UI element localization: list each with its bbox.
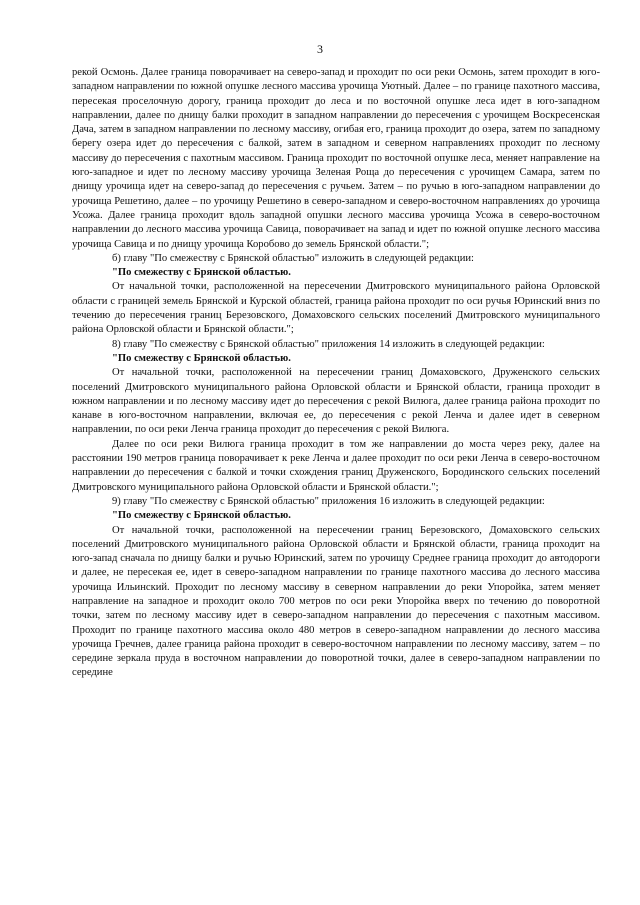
- paragraph-boundary: От начальной точки, расположенной на пересечении Дмитровского муниципального района Орловской области с границей земель Брянской и Курской областей, граница района проходит по оси ручья Юринский вниз по течению до пересечения границ Березовского, Домаховского сельских поселений Дмитровского муниципального района Орловской области и Брянской области.";: [72, 281, 600, 336]
- paragraph-amendment-9: 9) главу "По смежеству с Брянской областью" приложения 16 изложить в следующей редакции:: [112, 495, 545, 507]
- paragraph-amendment-b: б) главу "По смежеству с Брянской областью" изложить в следующей редакции:: [112, 252, 474, 264]
- paragraph-boundary: Далее по оси реки Вилюга граница проходит в том же направлении до моста через реку, далее на расстоянии 190 метров граница поворачивает к реке Ленча и далее проходит по оси реки Ленча в северо-восточном направлении до пересечения с балкой и точки схождения границ Друженского, Бородинского сельских поселений Дмитровского муниципального района Орловской области и Брянской области.";: [72, 438, 600, 493]
- section-heading: "По смежеству с Брянской областью.: [112, 510, 291, 522]
- paragraph-amendment-8: 8) главу "По смежеству с Брянской областью" приложения 14 изложить в следующей редакции:: [112, 338, 545, 350]
- page-number: 3: [317, 42, 323, 56]
- document-body: [72, 66, 600, 681]
- paragraph-continuation: рекой Осмонь. Далее граница поворачивает на северо-запад и проходит по оси реки Осмонь, затем проходит в юго-западном направлении по южной опушке лесного массива урочища Уютный. Далее – по границе пахотного массива, пересекая проселочную дорогу, граница проходит до леса и по восточной опушке леса идет в юго-западном направлении, далее по днищу балки проходит в западном направлении до пересечения с урочищем Воскресенская Дача, затем в западном направлении по лесному массиву, огибая его, граница проходит до озера, затем по западному берегу озера идет до пересечения с балкой, затем в западном и северном направлениях проходит по лесному массиву до пересечения с пахотным массивом. Граница проходит по восточной опушке леса, меняет направление на юго-западное и идет по лесному массиву урочища Зеленая Роща до пересечения с урочищем Самара, затем по днищу урочища идет на северо-запад до пересечения с ручьем. Затем – по ручью в юго-западном направлении до урочища Решетино, далее – по урочищу Решетино в северо-западном и северо-восточном направлениях до урочища Усожа. Далее граница проходит вдоль западной опушки лесного массива урочища Усожа в северо-восточном направлении до лесного массива урочища Савица, поворачивает на запад и идет по южной опушке лесного массива урочища Савица и по днищу урочища Коробово до земель Брянской области.";: [72, 67, 600, 250]
- paragraph-boundary: От начальной точки, расположенной на пересечении границ Березовского, Домаховского сельских поселений Дмитровского муниципального района Орловской области и Брянской области, граница проходит на юго-запад сначала по днищу балки и ручью Юринский, затем по урочищу Среднее граница проходит до автодороги и далее, не пересекая ее, идет в северо-западном направлении по границе пахотного массива до лесного массива урочища Ильинский. Проходит по лесному массиву в северном направлении до реки Упоройка, затем меняет направление на западное и проходит около 700 метров по оси реки Упоройка вверх по течению до поворотной точки, затем по лесному массиву идет в северо-западном направлении до пересечения с пахотным массивом. Проходит по границе пахотного массива около 480 метров в северо-западном направлении до лесного массива урочища Гречнев, далее граница района проходит в северо-восточном направлении по лесному массиву, затем – по середине зеркала пруда в восточном направлении до поворотной точки, далее в северо-западном направлении по середине: [72, 524, 600, 679]
- paragraph-boundary: От начальной точки, расположенной на пересечении границ Домаховского, Друженского сельских поселений Дмитровского муниципального района Орловской области и Брянской области, граница проходит в южном направлении и по лесному массиву идет до пересечения с рекой Вилюга, далее граница района проходит по канаве в юго-восточном направлении, включая ее, до пересечения с рекой Ленча и далее идет в северном направлении, по оси реки Ленча граница проходит до пересечения с рекой Вилюга.: [72, 367, 600, 436]
- section-heading: "По смежеству с Брянской областью.: [112, 267, 291, 279]
- section-heading: "По смежеству с Брянской областью.: [112, 352, 291, 364]
